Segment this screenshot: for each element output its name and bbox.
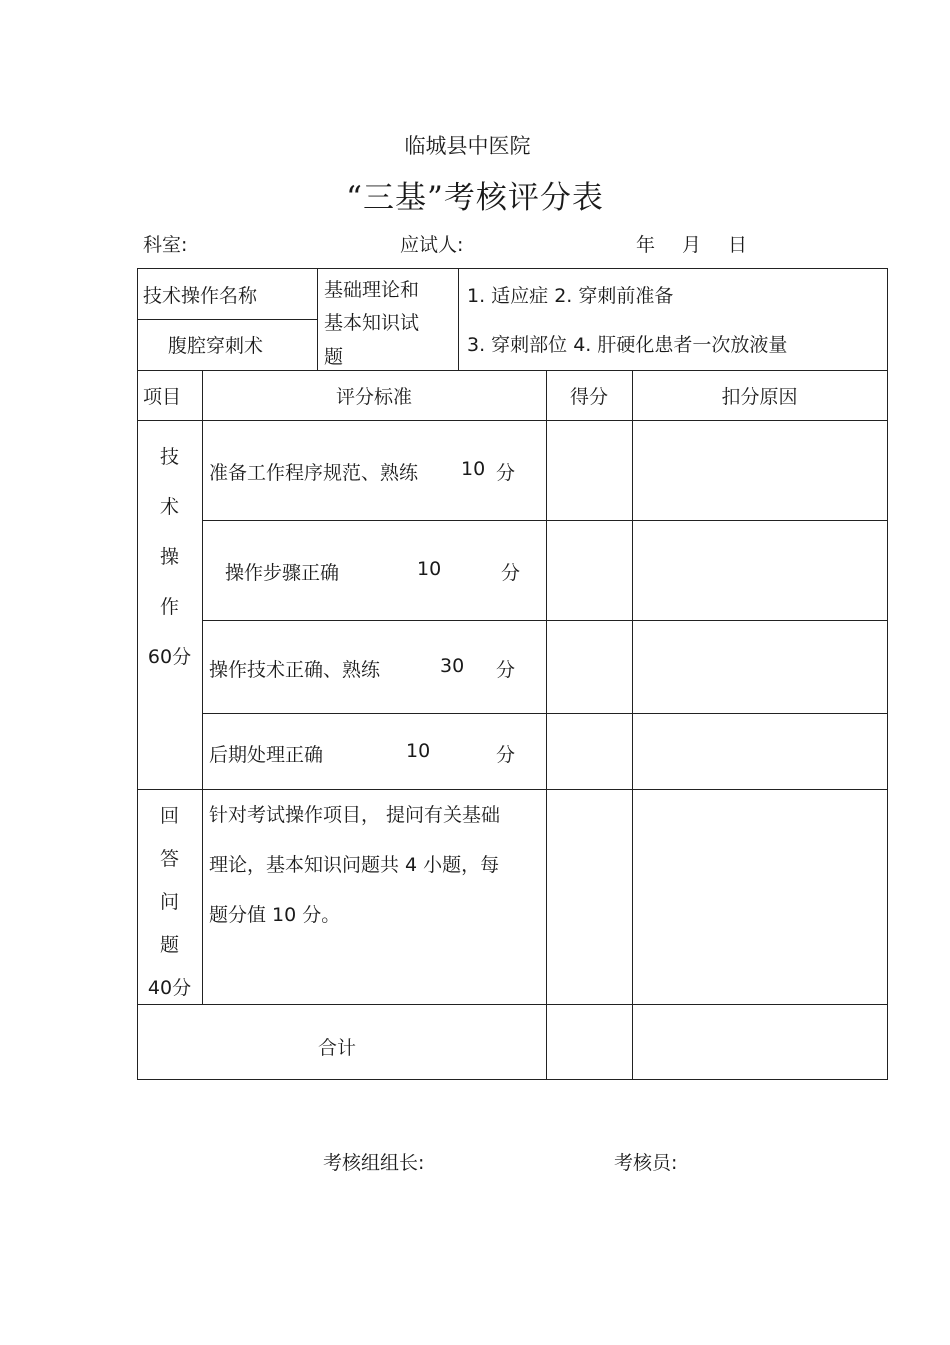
- leader-signature-label: 考核组组长:: [323, 1152, 425, 1174]
- criteria-row-points: 10: [417, 558, 442, 580]
- table-divider: [137, 319, 317, 320]
- criteria-row-unit: 分: [496, 462, 516, 484]
- operation-name-label: 技术操作名称: [143, 285, 258, 307]
- questions-list-line: 1. 适应症 2. 穿刺前准备: [467, 285, 674, 307]
- table-border-right: [887, 268, 888, 1079]
- candidate-label: 应试人:: [400, 234, 464, 256]
- table-divider: [458, 268, 459, 370]
- criteria-row-points: 30: [440, 655, 465, 677]
- questions-list-line: 3. 穿刺部位 4. 肝硬化患者一次放液量: [467, 334, 788, 356]
- table-divider: [202, 520, 888, 521]
- criteria-row-text: 操作技术正确、熟练: [209, 659, 381, 681]
- qa-criteria-text: 针对考试操作项目， 提问有关基础 理论，基本知识问题共 4 小题，每 题分值 10 分。: [209, 804, 501, 926]
- date-year-label: 年: [636, 234, 656, 256]
- hospital-name: 临城县中医院: [404, 134, 531, 158]
- table-divider: [632, 370, 633, 1079]
- header-score: 得分: [569, 386, 608, 408]
- criteria-row-points: 10: [406, 740, 431, 762]
- total-label: 合计: [318, 1037, 357, 1059]
- table-border-top: [137, 268, 888, 269]
- criteria-row-unit: 分: [496, 659, 516, 681]
- tech-section-label: 技 术 操 作 60分: [147, 446, 192, 668]
- header-item: 项目: [143, 386, 182, 408]
- header-deduction: 扣分原因: [721, 386, 798, 408]
- questions-label-line: 基础理论和: [324, 279, 420, 301]
- date-day-label: 日: [728, 234, 748, 256]
- criteria-row-unit: 分: [501, 562, 521, 584]
- criteria-row-text: 后期处理正确: [209, 744, 324, 766]
- department-label: 科室:: [143, 234, 188, 256]
- table-divider: [317, 268, 318, 370]
- examiner-signature-label: 考核员:: [614, 1152, 678, 1174]
- table-divider: [137, 420, 888, 421]
- criteria-row-text: 准备工作程序规范、熟练: [209, 462, 419, 484]
- criteria-row-unit: 分: [496, 744, 516, 766]
- questions-label-line: 题: [324, 346, 344, 368]
- operation-name: 腹腔穿刺术: [168, 335, 264, 357]
- table-divider: [202, 713, 888, 714]
- criteria-row-text: 操作步骤正确: [225, 562, 340, 584]
- table-divider: [137, 370, 888, 371]
- table-divider: [202, 370, 203, 1004]
- date-month-label: 月: [682, 234, 702, 256]
- qa-section-label: 回 答 问 题 40分: [147, 805, 192, 999]
- table-divider: [202, 620, 888, 621]
- questions-label-line: 基本知识试: [324, 312, 420, 334]
- form-title: “三基”考核评分表: [346, 180, 604, 216]
- table-divider: [137, 1004, 888, 1005]
- header-criteria: 评分标准: [335, 386, 412, 408]
- table-divider: [546, 370, 547, 1079]
- table-border-bottom: [137, 1079, 888, 1080]
- criteria-row-points: 10: [461, 458, 486, 480]
